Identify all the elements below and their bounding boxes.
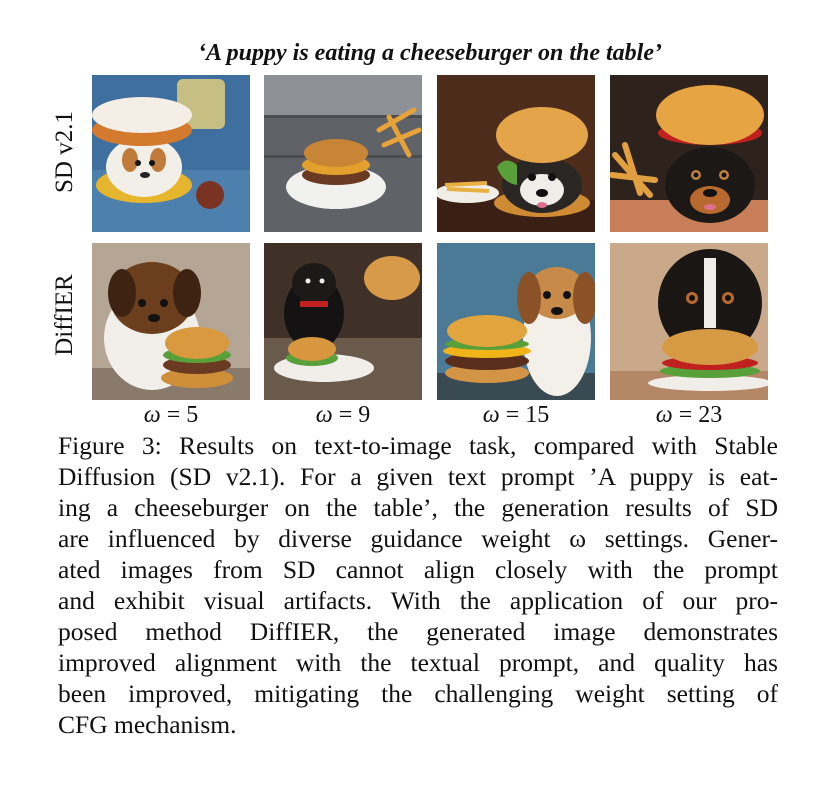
- caption-line: and exhibit visual artifacts. With the application of our pro-: [58, 586, 778, 615]
- diffier-image-omega-5: [92, 243, 250, 400]
- caption-line: improved alignment with the textual prompt, and quality has: [58, 648, 778, 677]
- caption-line: Figure 3: Results on text-to-image task, compared with Stable: [58, 431, 778, 460]
- diffier-image-omega-9: [264, 243, 422, 400]
- caption-line: CFG mechanism.: [58, 710, 237, 739]
- caption-line: Diffusion (SD v2.1). For a given text prompt ’A puppy is eat-: [58, 462, 778, 491]
- caption-line: posed method DiffIER, the generated image demonstrates: [58, 617, 778, 646]
- diffier-image-omega-23: [610, 243, 768, 400]
- caption-line: been improved, mitigating the challenging weight setting of: [58, 679, 778, 708]
- caption-line: are influenced by diverse guidance weight ω settings. Gener-: [58, 524, 778, 553]
- sd-image-omega-9: [264, 75, 422, 232]
- figure-caption: [58, 430, 778, 740]
- row-label-diffier: DiffIER: [51, 274, 78, 356]
- sd-image-omega-15: [437, 75, 595, 232]
- caption-line: ing a cheeseburger on the table’, the generation results of SD: [58, 493, 778, 522]
- sd-image-omega-23: [610, 75, 768, 232]
- sd-image-omega-5: [92, 75, 250, 232]
- row-label-sd: SD v2.1: [51, 111, 78, 193]
- omega-label-3: ω = 15: [482, 402, 550, 428]
- omega-label-2: ω = 9: [315, 402, 371, 428]
- caption-line: ated images from SD cannot align closely with the prompt: [58, 555, 778, 584]
- omega-label-4: ω = 23: [655, 402, 723, 428]
- omega-label-1: ω = 5: [143, 402, 199, 428]
- prompt-title: ‘A puppy is eating a cheeseburger on the table’: [198, 40, 662, 66]
- diffier-image-omega-15: [437, 243, 595, 400]
